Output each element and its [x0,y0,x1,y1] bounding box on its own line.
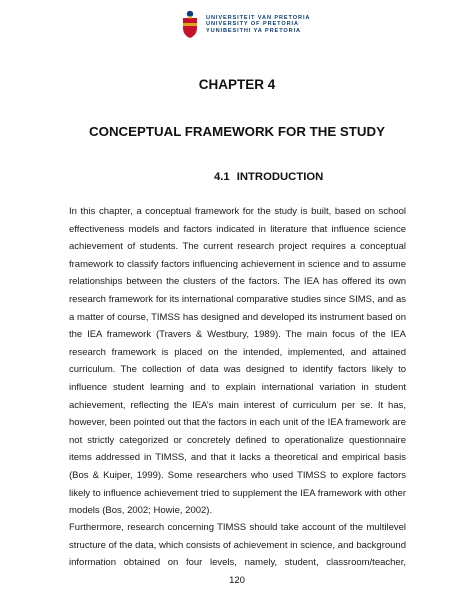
text-line: relationships between the clusters of the factors. The IEA has offered its own [69,276,406,288]
section-number: 4.1 [214,171,230,183]
university-header [181,8,310,40]
text-line: curriculum. The collection of data was designed to identify factors likely to [69,364,406,376]
text-line: information obtained on four levels, namely, student, classroom/teacher, [69,557,406,569]
chapter-title: CONCEPTUAL FRAMEWORK FOR THE STUDY [89,124,385,139]
university-name-english: UNIVERSITY OF PRETORIA [206,21,299,28]
university-crest-logo [181,8,199,40]
university-name [206,15,310,34]
text-line: likely to influence achievement tried to supplement the IEA framework with other [69,487,406,499]
text-line: models (Bos, 2002; Howie, 2002). [69,505,213,517]
text-line: achievement, reflecting the IEA’s main interest of curriculum per se. It has, [69,399,406,411]
university-name-afrikaans: UNIVERSITEIT VAN PRETORIA [206,15,311,21]
text-line: achievement of students. The current research project requires a conceptual [69,241,406,253]
text-line: In this chapter, a conceptual framework for the study is built, based on school [69,206,406,217]
section-heading [214,171,323,183]
text-line: research framework for its international comparative studies since SIMS, and as [69,293,406,305]
text-line: research framework is placed on the intended, implemented, and attained [69,346,406,358]
paragraph-introduction [69,203,406,520]
text-line: structure of the data, which consists of achievement in science, and background [69,539,406,551]
text-line: Furthermore, research concerning TIMSS should take account of the multilevel [69,522,406,533]
text-line: effectiveness models and factors indicated in literature that influence science [69,223,406,235]
text-line: however, been pointed out that the factors in each unit of the IEA framework are [69,417,406,429]
page-number: 120 [229,575,245,586]
text-line: not strictly categorized or concretely defined to operationalize questionnaire [69,434,406,446]
university-name-sepedi: YUNIBESITHI YA PRETORIA [206,27,301,34]
section-title: INTRODUCTION [236,171,324,183]
paragraph-furthermore [69,519,406,572]
text-line: a matter of course, TIMSS has designed and developed its instrument based on [69,311,406,323]
text-line: influence student learning and to explain international variation in student [69,381,406,393]
chapter-label: CHAPTER 4 [198,77,276,92]
text-line: the IEA framework (Travers & Westbury, 1989). The main focus of the IEA [69,329,406,341]
text-line: (Bos & Kuiper, 1999). Some researchers who used TIMSS to explore factors [69,469,406,481]
text-line: framework to classify factors influencing achievement in science and to assume [69,258,406,270]
text-line: items addressed in TIMSS, and that it lacks a theoretical and empirical basis [69,452,406,464]
